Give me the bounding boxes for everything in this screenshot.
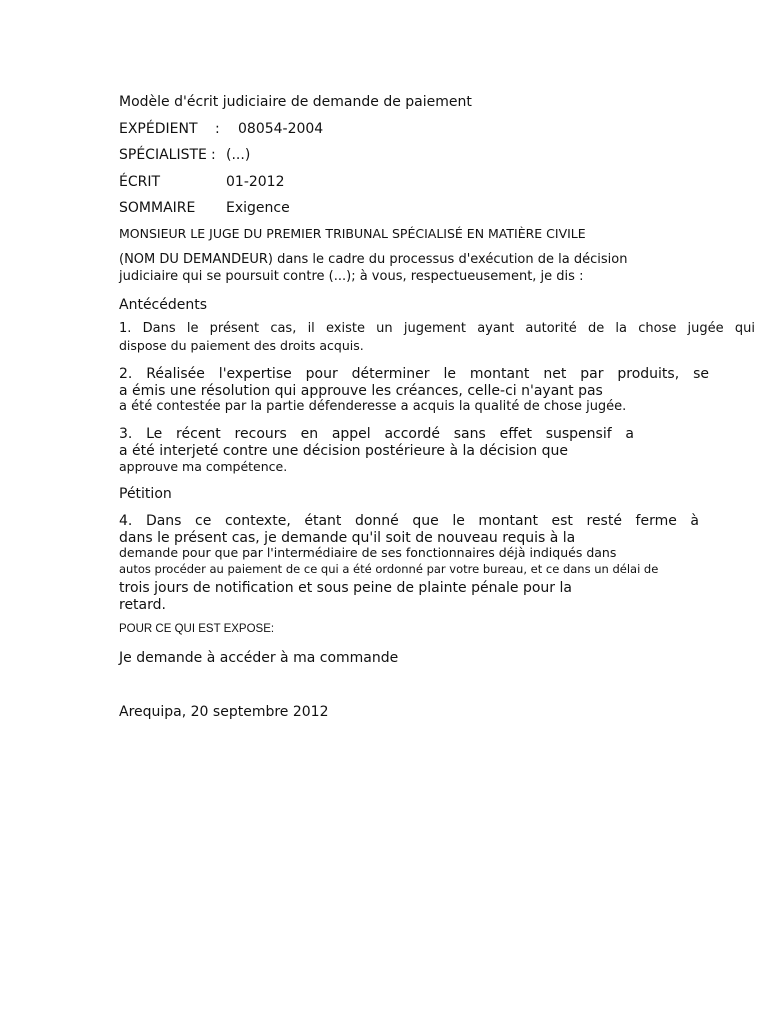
addressee: MONSIEUR LE JUGE DU PREMIER TRIBUNAL SPÉCIALISÉ EN MATIÈRE CIVILE [119,226,586,241]
place-date: Arequipa, 20 septembre 2012 [119,704,329,720]
paragraph-1-line: dispose du paiement des droits acquis. [119,338,364,353]
paragraph-3-line: approuve ma compétence. [119,459,288,474]
closing-label: POUR CE QUI EST EXPOSE: [119,623,275,635]
document-title: Modèle d'écrit judiciaire de demande de paiement [119,94,472,110]
intro-line: (NOM DU DEMANDEUR) dans le cadre du processus d'exécution de la décision [119,252,628,267]
paragraph-4-line: 4. Dans ce contexte, étant donné que le montant est resté ferme à [119,513,699,529]
meta-label: ÉCRIT [119,174,161,190]
meta-row-sommaire [119,200,519,218]
heading-petition: Pétition [119,486,172,502]
meta-row-specialiste [119,147,519,165]
paragraph-3-line: a été interjeté contre une décision postérieure à la décision que [119,443,568,459]
meta-label: EXPÉDIENT [119,121,198,137]
intro-line: judiciaire qui se poursuit contre (...); à vous, respectueusement, je dis : [119,269,584,284]
meta-value: (...) [226,147,251,163]
paragraph-2-line: a été contestée par la partie défenderesse a acquis la qualité de chose jugée. [119,399,627,414]
paragraph-4-line: dans le présent cas, je demande qu'il soit de nouveau requis à la [119,530,576,546]
request-line: Je demande à accéder à ma commande [119,650,399,666]
meta-sep: : [211,147,216,163]
meta-value: Exigence [226,200,290,216]
paragraph-4-line: retard. [119,597,166,613]
meta-sep: : [215,121,220,137]
meta-row-ecrit [119,174,519,192]
paragraph-3-line: 3. Le récent recours en appel accordé sans effet suspensif a [119,426,634,442]
paragraph-2-line: 2. Réalisée l'expertise pour déterminer le montant net par produits, se [119,366,709,382]
paragraph-4-line: trois jours de notification et sous peine de plainte pénale pour la [119,580,572,596]
heading-background: Antécédents [119,297,208,313]
paragraph-1-line: 1. Dans le présent cas, il existe un jugement ayant autorité de la chose jugée qui [119,321,755,336]
paragraph-4-line: autos procéder au paiement de ce qui a été ordonné par votre bureau, et ce dans un délai de [119,562,659,576]
meta-value: 08054-2004 [238,121,324,137]
meta-label: SPÉCIALISTE [119,147,207,163]
paragraph-4-line: demande pour que par l'intermédiaire de ses fonctionnaires déjà indiqués dans [119,545,617,560]
meta-value: 01-2012 [226,174,285,190]
paragraph-2-line: a émis une résolution qui approuve les créances, celle-ci n'ayant pas [119,383,603,399]
meta-label: SOMMAIRE [119,200,196,216]
meta-row-expedient [119,121,519,139]
